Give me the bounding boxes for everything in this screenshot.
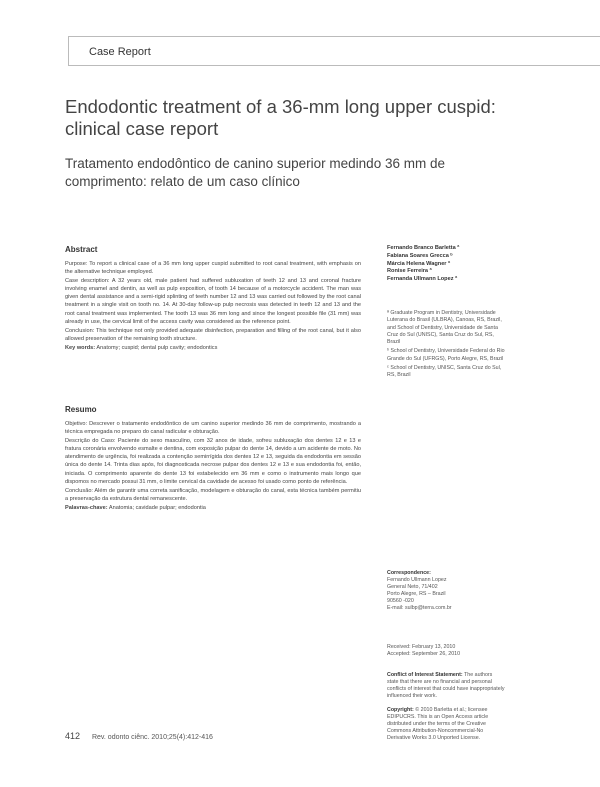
section-label: Case Report [89, 46, 151, 58]
author-name: Fernando Branco Barletta ª [387, 245, 460, 251]
correspondence-line: Fernando Ullmann Lopez [387, 577, 447, 583]
header-bar [68, 36, 600, 66]
conflict-text: The authors state that there are no financial and personal conflicts of interest that could have inappropriately influenced their work. [387, 672, 505, 699]
resumo-descricao: Descrição do Caso: Paciente do sexo masculino, com 32 anos de idade, sofreu subluxação dos dentes 12 e 13 e fratura coronária envolvendo esmalte e dentina, com exposição pulpar do dente 14, devido a um acidente de moto. No atendimento de urgência, foi realizada a contenção semirrígida dos dentes 12 e 13, seguida da endodontia em sessão única do dente 14. Trinta dias após, foi diagnosticada necrose pulpar dos dentes 12 e 13 e sua endodontia foi, então, iniciada. O comprimento aparente do dente 13 foi estabelecido em 36 mm e como o instrumento mais longo que dispomos no mercado possui 31 mm, o limite cervical da cavidade de acesso foi usado como ponto de referência. [65, 438, 361, 485]
abstract-case: Case description: A 32 years old, male patient had suffered subluxation of teeth 12 and 13 and coronal fracture involving enamel and dentin, as well as pulp exposition, of tooth 14 because of a motorcycle accident. The man was given dental assistance and a semi-rigid splinting of teeth number 12 and 13 was carried out followed by the root canal treatment in a single visit on tooth no. 14. At 30-day follow-up pulp necrosis was detected in teeth 12 and 13 and the root canal treatment was implemented. The tooth 13 was 36 mm long and since the longest possible file (31 mm) was already in use, the cervical limit of the access cavity was considered as the reference point. [65, 278, 361, 325]
page-footer [65, 731, 213, 741]
copyright-statement [387, 707, 505, 742]
conflict-statement [387, 672, 505, 700]
received-date: Received: February 13, 2010 [387, 644, 456, 650]
resumo-section [65, 405, 361, 513]
keywords-text: Anatomy; cuspid; dental pulp cavity; endodontics [96, 344, 218, 351]
accepted-date: Accepted: September 26, 2010 [387, 651, 461, 657]
palavras-label: Palavras-chave: [65, 504, 108, 511]
correspondence-line: Porto Alegre, RS – Brazil [387, 591, 446, 597]
author-name: Márcia Helena Wagner ª [387, 260, 451, 267]
copyright-text: © 2010 Barletta et al.; licensee EDIPUCRS. This is an Open Access article distributed under the terms of the Creative Commons Attribution-Noncommercial-No Derivative Works 3.0 Unported License. [387, 707, 489, 741]
author-list [387, 245, 505, 284]
correspondence-email: E-mail: sulbp@terra.com.br [387, 605, 452, 611]
correspondence-heading: Correspondence: [387, 570, 431, 576]
author-name: Fabiana Soares Grecca ᵇ [387, 252, 453, 259]
palavras-text: Anatomia; cavidade pulpar; endodontia [108, 504, 206, 511]
resumo-keywords [65, 504, 361, 512]
affiliation: ᶜ School of Dentistry, UNISC, Santa Cruz do Sul, RS, Brazil [387, 365, 502, 379]
abstract-purpose: Purpose: To report a clinical case of a 36 mm long upper cuspid submitted to root canal treatment, with emphasis on the alternative technique employed. [65, 261, 361, 276]
correspondence-line: 90560 -020 [387, 598, 414, 604]
dates-block [387, 644, 505, 658]
resumo-heading: Resumo [65, 405, 97, 414]
article-subtitle: Tratamento endodôntico de canino superior medindo 36 mm de comprimento: relato de um caso clínico [65, 156, 445, 189]
author-name: Fernanda Ullmann Lopez ª [387, 276, 458, 283]
article-title: Endodontic treatment of a 36-mm long upper cuspid: clinical case report [65, 96, 496, 139]
abstract-keywords [65, 344, 361, 352]
abstract-conclusion: Conclusion: This technique not only provided adequate disinfection, preparation and filling of the root canal, but it also allowed preservation of the remaining tooth structure. [65, 327, 361, 342]
affiliations [387, 310, 505, 382]
resumo-conclusao: Conclusão: Além de garantir uma correta sanificação, modelagem e obturação do canal, esta técnica também permitiu a preservação da estrutura dental remanescente. [65, 487, 361, 502]
conflict-heading: Conflict of Interest Statement: [387, 672, 463, 678]
page-number: 412 [65, 731, 81, 741]
correspondence-block [387, 570, 505, 612]
copyright-heading: Copyright: [387, 707, 414, 713]
author-name: Ronise Ferreira ª [387, 268, 432, 275]
resumo-objetivo: Objetivo: Descrever o tratamento endodôntico de um canino superior medindo 36 mm de comprimento, mostrando a técnica empregada no preparo do canal radicular e obturação. [65, 421, 361, 436]
conflict-block [387, 672, 505, 700]
journal-citation: Rev. odonto ciênc. 2010;25(4):412-416 [91, 734, 213, 741]
copyright-block [387, 707, 505, 742]
correspondence-line: General Neto, 71/402 [387, 584, 438, 590]
abstract-section [65, 245, 361, 353]
keywords-label: Key words: [65, 344, 96, 351]
abstract-heading: Abstract [65, 245, 98, 254]
affiliation: ª Graduate Program in Dentistry, Universidade Luterana do Brasil (ULBRA), Canoas, RS, Brazil, and School of Dentistry, Universidade de Santa Cruz do Sul (UNISC), Santa Cruz do Sul, RS, Brazil [387, 310, 502, 346]
affiliation: ᵇ School of Dentistry, Universidade Federal do Rio Grande do Sul (UFRGS), Porto Alegre, RS, Brazil [387, 348, 505, 362]
